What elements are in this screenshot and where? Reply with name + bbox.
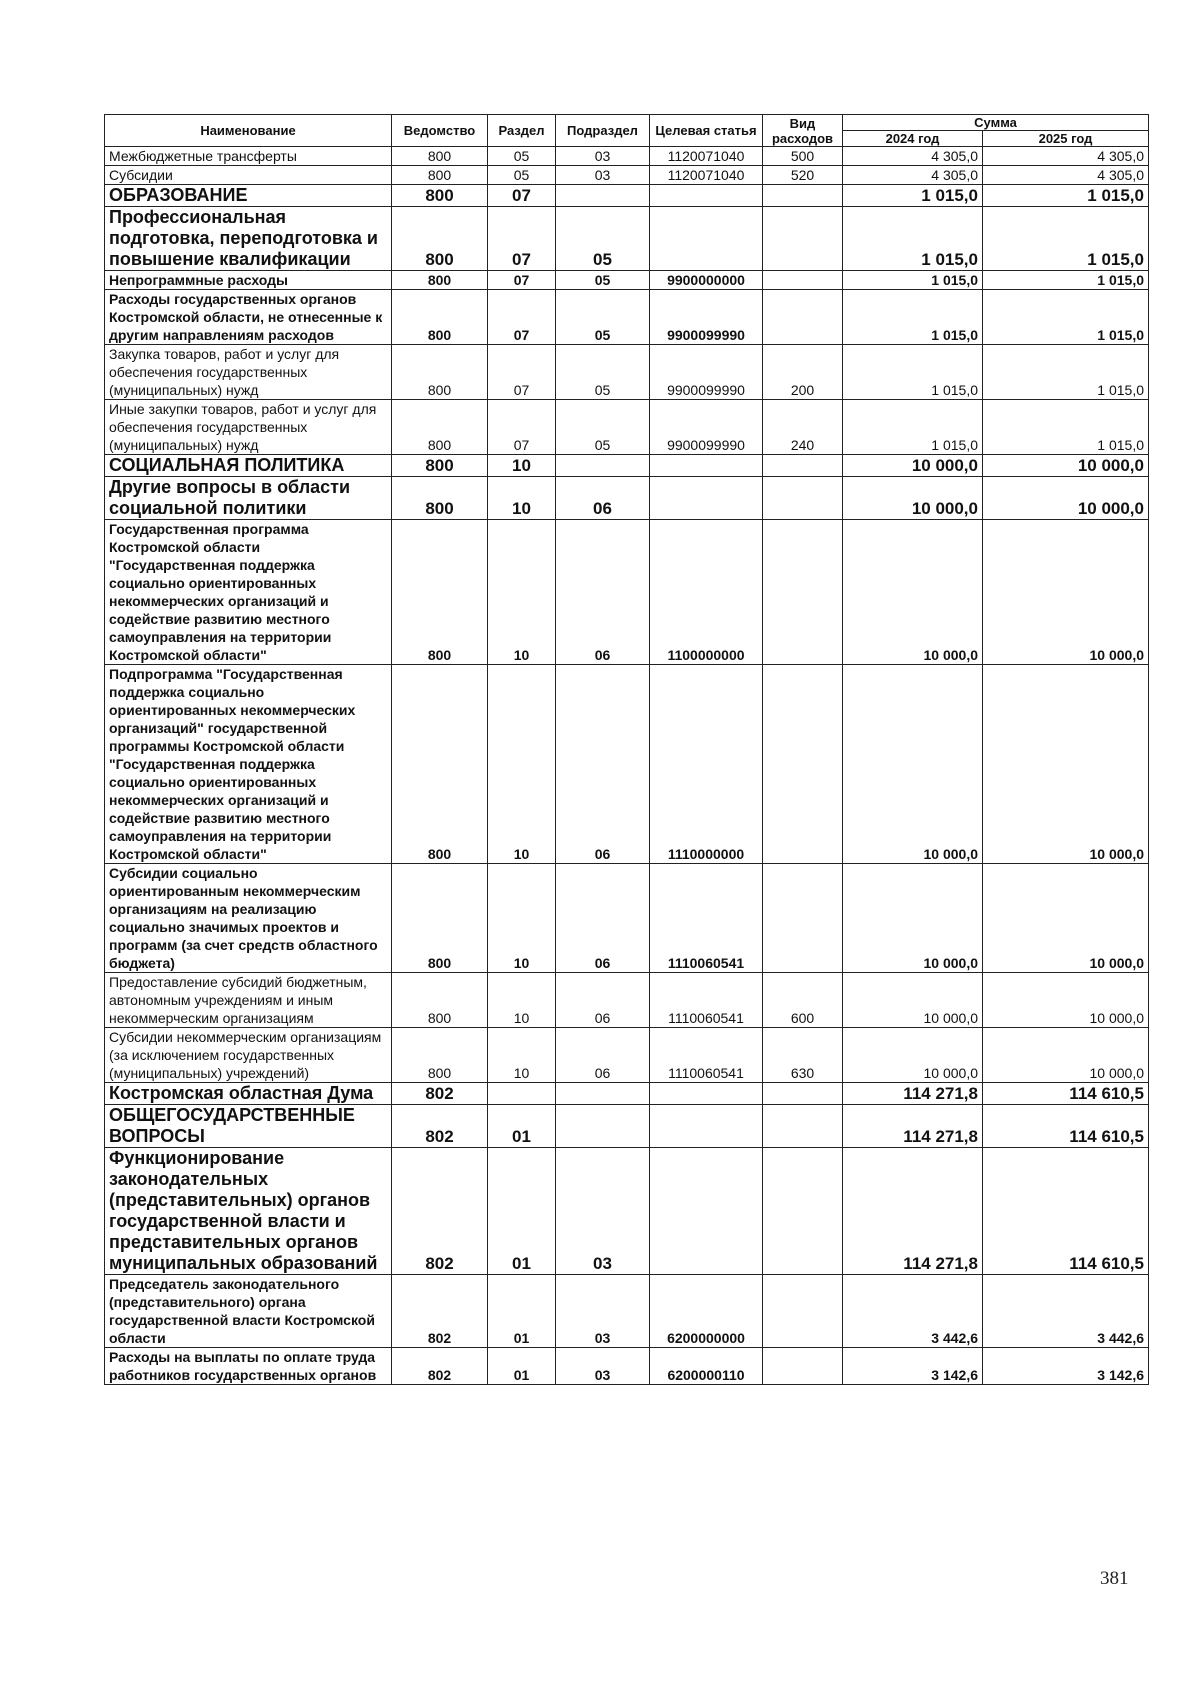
row-target-article: 1120071040 <box>650 147 763 166</box>
row-subsection: 03 <box>556 166 650 185</box>
row-target-article: 1110060541 <box>650 973 763 1028</box>
table-row <box>105 166 1149 185</box>
header-department: Ведомство <box>392 115 488 147</box>
row-target-article <box>650 207 763 271</box>
row-section: 10 <box>488 973 556 1028</box>
row-section: 10 <box>488 665 556 864</box>
row-department: 800 <box>392 147 488 166</box>
row-name: Председатель законодательного (представительного) органа государственной власти Костромской области <box>105 1275 392 1348</box>
row-sum-2024: 114 271,8 <box>843 1148 983 1275</box>
row-sum-2024: 114 271,8 <box>843 1083 983 1105</box>
row-name: Функционирование законодательных (представительных) органов государственной власти и представительных органов муниципальных образований <box>105 1148 392 1275</box>
row-target-article: 9900099990 <box>650 345 763 400</box>
table-row <box>105 147 1149 166</box>
row-expense-type <box>763 1105 843 1148</box>
row-subsection <box>556 185 650 207</box>
row-subsection: 06 <box>556 665 650 864</box>
table-row <box>105 477 1149 520</box>
row-expense-type <box>763 1348 843 1385</box>
row-section: 01 <box>488 1105 556 1148</box>
row-name: Иные закупки товаров, работ и услуг для обеспечения государственных (муниципальных) нужд <box>105 400 392 455</box>
row-department: 800 <box>392 665 488 864</box>
row-name: Расходы государственных органов Костромской области, не отнесенные к другим направлениям расходов <box>105 290 392 345</box>
row-department: 800 <box>392 864 488 973</box>
row-expense-type: 630 <box>763 1028 843 1083</box>
row-section: 07 <box>488 290 556 345</box>
row-name: Закупка товаров, работ и услуг для обеспечения государственных (муниципальных) нужд <box>105 345 392 400</box>
row-department: 800 <box>392 345 488 400</box>
row-sum-2024: 4 305,0 <box>843 166 983 185</box>
header-name: Наименование <box>105 115 392 147</box>
row-department: 800 <box>392 973 488 1028</box>
row-target-article: 9900099990 <box>650 290 763 345</box>
header-subsection: Подраздел <box>556 115 650 147</box>
table-row <box>105 1148 1149 1275</box>
row-subsection: 06 <box>556 864 650 973</box>
row-sum-2025: 10 000,0 <box>983 1028 1149 1083</box>
row-section: 07 <box>488 207 556 271</box>
row-department: 802 <box>392 1275 488 1348</box>
row-target-article <box>650 477 763 520</box>
row-sum-2025: 1 015,0 <box>983 207 1149 271</box>
row-department: 800 <box>392 166 488 185</box>
table-row <box>105 400 1149 455</box>
row-name: Субсидии некоммерческим организациям (за исключением государственных (муниципальных) учреждений) <box>105 1028 392 1083</box>
row-name: ОБРАЗОВАНИЕ <box>105 185 392 207</box>
row-sum-2024: 1 015,0 <box>843 400 983 455</box>
row-section: 10 <box>488 477 556 520</box>
row-subsection: 06 <box>556 520 650 665</box>
row-subsection: 05 <box>556 345 650 400</box>
table-body <box>105 147 1149 1385</box>
row-sum-2025: 4 305,0 <box>983 147 1149 166</box>
header-target-article: Целевая статья <box>650 115 763 147</box>
row-subsection <box>556 1083 650 1105</box>
row-sum-2024: 10 000,0 <box>843 455 983 477</box>
row-sum-2024: 3 442,6 <box>843 1275 983 1348</box>
row-sum-2025: 4 305,0 <box>983 166 1149 185</box>
row-expense-type <box>763 520 843 665</box>
row-section <box>488 1083 556 1105</box>
table-row <box>105 665 1149 864</box>
row-sum-2025: 10 000,0 <box>983 477 1149 520</box>
table-header <box>105 115 1149 147</box>
header-year-2025: 2025 год <box>983 131 1149 147</box>
row-target-article: 1100000000 <box>650 520 763 665</box>
row-subsection: 03 <box>556 1148 650 1275</box>
row-sum-2024: 1 015,0 <box>843 345 983 400</box>
row-target-article <box>650 185 763 207</box>
row-sum-2024: 1 015,0 <box>843 290 983 345</box>
table-row <box>105 185 1149 207</box>
row-sum-2024: 1 015,0 <box>843 271 983 290</box>
row-department: 802 <box>392 1348 488 1385</box>
row-section: 07 <box>488 345 556 400</box>
row-section: 10 <box>488 520 556 665</box>
row-subsection <box>556 455 650 477</box>
row-sum-2025: 1 015,0 <box>983 345 1149 400</box>
row-sum-2024: 10 000,0 <box>843 1028 983 1083</box>
row-name: ОБЩЕГОСУДАРСТВЕННЫЕ ВОПРОСЫ <box>105 1105 392 1148</box>
row-sum-2024: 10 000,0 <box>843 665 983 864</box>
table-row <box>105 1348 1149 1385</box>
row-sum-2024: 10 000,0 <box>843 973 983 1028</box>
row-section: 05 <box>488 166 556 185</box>
row-sum-2025: 10 000,0 <box>983 665 1149 864</box>
row-subsection: 03 <box>556 1348 650 1385</box>
row-expense-type <box>763 1275 843 1348</box>
row-sum-2025: 3 142,6 <box>983 1348 1149 1385</box>
row-subsection <box>556 1105 650 1148</box>
row-target-article: 9900000000 <box>650 271 763 290</box>
row-target-article: 1110000000 <box>650 665 763 864</box>
row-sum-2025: 114 610,5 <box>983 1105 1149 1148</box>
row-department: 800 <box>392 185 488 207</box>
row-sum-2025: 1 015,0 <box>983 271 1149 290</box>
row-section: 10 <box>488 864 556 973</box>
row-subsection: 05 <box>556 400 650 455</box>
row-expense-type <box>763 290 843 345</box>
table-row <box>105 1275 1149 1348</box>
row-target-article <box>650 1105 763 1148</box>
row-department: 800 <box>392 1028 488 1083</box>
row-expense-type: 520 <box>763 166 843 185</box>
row-subsection: 06 <box>556 973 650 1028</box>
row-sum-2025: 1 015,0 <box>983 290 1149 345</box>
row-subsection: 05 <box>556 271 650 290</box>
row-department: 802 <box>392 1105 488 1148</box>
row-target-article: 6200000110 <box>650 1348 763 1385</box>
row-department: 800 <box>392 207 488 271</box>
row-subsection: 05 <box>556 207 650 271</box>
row-department: 800 <box>392 455 488 477</box>
table-row <box>105 1083 1149 1105</box>
row-expense-type <box>763 207 843 271</box>
row-subsection: 05 <box>556 290 650 345</box>
row-name: Государственная программа Костромской области "Государственная поддержка социально ориентированных некоммерческих организаций и содействие развитию местного самоуправления на территории Костромской области" <box>105 520 392 665</box>
row-name: Подпрограмма "Государственная поддержка социально ориентированных некоммерческих организаций" государственной программы Костромской области "Государственная поддержка социально ориентированных некоммерческих организаций и содействие развитию местного самоуправления на территории Костромской области" <box>105 665 392 864</box>
row-section: 05 <box>488 147 556 166</box>
row-sum-2025: 114 610,5 <box>983 1083 1149 1105</box>
row-sum-2024: 1 015,0 <box>843 185 983 207</box>
row-department: 802 <box>392 1083 488 1105</box>
table-row <box>105 973 1149 1028</box>
row-section: 01 <box>488 1148 556 1275</box>
row-sum-2025: 10 000,0 <box>983 520 1149 665</box>
header-section: Раздел <box>488 115 556 147</box>
row-expense-type <box>763 1148 843 1275</box>
row-sum-2025: 10 000,0 <box>983 455 1149 477</box>
row-section: 01 <box>488 1348 556 1385</box>
row-name: Предоставление субсидий бюджетным, автономным учреждениям и иным некоммерческим организациям <box>105 973 392 1028</box>
table-row <box>105 520 1149 665</box>
table-row <box>105 207 1149 271</box>
row-expense-type <box>763 477 843 520</box>
row-target-article: 6200000000 <box>650 1275 763 1348</box>
row-sum-2024: 114 271,8 <box>843 1105 983 1148</box>
row-expense-type: 240 <box>763 400 843 455</box>
header-sum: Сумма <box>843 115 1149 131</box>
row-sum-2024: 4 305,0 <box>843 147 983 166</box>
row-target-article: 9900099990 <box>650 400 763 455</box>
row-name: Расходы на выплаты по оплате труда работников государственных органов <box>105 1348 392 1385</box>
row-name: Профессиональная подготовка, переподготовка и повышение квалификации <box>105 207 392 271</box>
row-sum-2025: 10 000,0 <box>983 864 1149 973</box>
row-section: 01 <box>488 1275 556 1348</box>
row-subsection: 03 <box>556 1275 650 1348</box>
row-section: 07 <box>488 400 556 455</box>
row-subsection: 03 <box>556 147 650 166</box>
row-target-article <box>650 1148 763 1275</box>
row-section: 07 <box>488 271 556 290</box>
row-name: Непрограммные расходы <box>105 271 392 290</box>
row-sum-2024: 10 000,0 <box>843 477 983 520</box>
row-department: 800 <box>392 477 488 520</box>
row-target-article: 1110060541 <box>650 864 763 973</box>
row-sum-2024: 10 000,0 <box>843 864 983 973</box>
row-section: 07 <box>488 185 556 207</box>
row-expense-type <box>763 455 843 477</box>
row-expense-type <box>763 271 843 290</box>
row-subsection: 06 <box>556 1028 650 1083</box>
row-department: 800 <box>392 400 488 455</box>
row-subsection: 06 <box>556 477 650 520</box>
row-name: Субсидии социально ориентированным некоммерческим организациям на реализацию социально значимых проектов и программ (за счет средств областного бюджета) <box>105 864 392 973</box>
row-sum-2025: 114 610,5 <box>983 1148 1149 1275</box>
row-sum-2024: 1 015,0 <box>843 207 983 271</box>
table-row <box>105 1105 1149 1148</box>
table-row <box>105 271 1149 290</box>
row-expense-type: 600 <box>763 973 843 1028</box>
row-name: Костромская областная Дума <box>105 1083 392 1105</box>
row-sum-2024: 10 000,0 <box>843 520 983 665</box>
header-expense-type: Вид расходов <box>763 115 843 147</box>
budget-table <box>104 114 1149 1385</box>
row-target-article: 1120071040 <box>650 166 763 185</box>
table-row <box>105 345 1149 400</box>
table-row <box>105 864 1149 973</box>
row-expense-type <box>763 185 843 207</box>
row-sum-2025: 10 000,0 <box>983 973 1149 1028</box>
row-expense-type: 500 <box>763 147 843 166</box>
page-number: 381 <box>1100 1568 1129 1589</box>
row-name: Межбюджетные трансферты <box>105 147 392 166</box>
row-expense-type <box>763 1083 843 1105</box>
row-target-article: 1110060541 <box>650 1028 763 1083</box>
row-section: 10 <box>488 455 556 477</box>
row-target-article <box>650 1083 763 1105</box>
row-department: 800 <box>392 271 488 290</box>
row-expense-type <box>763 864 843 973</box>
row-sum-2024: 3 142,6 <box>843 1348 983 1385</box>
row-target-article <box>650 455 763 477</box>
row-name: Другие вопросы в области социальной политики <box>105 477 392 520</box>
row-sum-2025: 1 015,0 <box>983 185 1149 207</box>
row-department: 802 <box>392 1148 488 1275</box>
row-section: 10 <box>488 1028 556 1083</box>
row-sum-2025: 3 442,6 <box>983 1275 1149 1348</box>
table-row <box>105 1028 1149 1083</box>
row-sum-2025: 1 015,0 <box>983 400 1149 455</box>
row-expense-type: 200 <box>763 345 843 400</box>
header-year-2024: 2024 год <box>843 131 983 147</box>
row-name: СОЦИАЛЬНАЯ ПОЛИТИКА <box>105 455 392 477</box>
table-row <box>105 290 1149 345</box>
table-row <box>105 455 1149 477</box>
row-name: Субсидии <box>105 166 392 185</box>
row-department: 800 <box>392 290 488 345</box>
row-expense-type <box>763 665 843 864</box>
row-department: 800 <box>392 520 488 665</box>
